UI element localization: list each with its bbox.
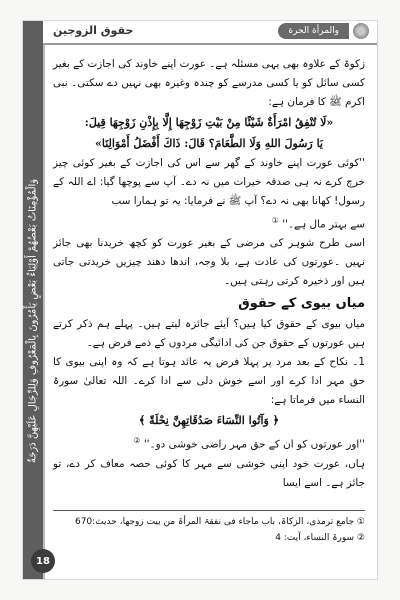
paragraph-1: زکوۃ کے علاوہ بھی یہی مسئلہ ہے۔ عورت اپنے خاوند کی اجازت کے بغیر کسی سائل کو یا کسی مدرسے کو چندہ وغیرہ بھی نہیں دے سکتی۔ نبی اکرم ﷺ کا فرمان ہے: [53, 58, 365, 108]
body-text [53, 55, 365, 493]
footnote-2: ② سورۃ النساء، آیت: 4 [275, 533, 365, 543]
ornament-icon [353, 23, 369, 39]
footnote-marker-2: ② [133, 436, 141, 446]
footnotes [53, 514, 365, 546]
paragraph-2-end-text: سے بہتر مال ہے۔'' [282, 218, 365, 231]
paragraph-2-end [53, 211, 365, 234]
paragraph-7: ہاں، عورت خود اپنی خوشی سے مہر کا کوئی حصہ معاف کر دے، تو جائز ہے۔ اسے ایسا [53, 457, 365, 489]
side-band [23, 21, 45, 579]
arabic-hadith-line-2: يَا رَسُولَ اللهِ وَلَا الطَّعَامَ؟ قَالَ: ذَاكَ أَفْضَلُ أَمْوَالِنَا» [95, 137, 323, 150]
footnote-divider [53, 510, 365, 511]
page-header [43, 21, 377, 45]
section-heading: میاں بیوی کے حقوق [238, 296, 365, 312]
quran-verse: ﴿ وَآتُوا النِّسَاءَ صَدُقَاتِهِنَّ نِحْلَةً ﴾ [138, 414, 280, 428]
paragraph-5: 1۔ نکاح کے بعد مرد پر پہلا فرض یہ عائد ہوتا ہے کہ وہ اپنی بیوی کا حق مہر ادا کرے اور اسے خوش دلی سے ادا کرے۔ اللہ تعالیٰ سورۃ النساء میں فرماتا ہے: [53, 356, 365, 407]
paragraph-2: ''کوئی عورت اپنے خاوند کے گھر سے اس کی اجازت کے بغیر کوئی چیز خرچ کرے نہ ہی صدقہ خیرات میں نہ دے۔ آپ سے پوچھا گیا: اے اللہ کے رسول! کھانا بھی نہ دے؟ آپ ﷺ نے فرمایا: یہ تو ہمارا سب [53, 157, 365, 207]
paragraph-6-text: ''اور عورتوں کو ان کے حق مہر راضی خوشی دو۔'' [143, 438, 365, 451]
chapter-tab: والمرأة الحرة [278, 23, 349, 39]
side-band-text: وَالْمُؤْمِنَاتُ بَعْضُهُمْ أَوْلِيَاءُ بَعْضٍ يَأْمُرُونَ بِالْمَعْرُوفِ وَلِلرِّجَالِ عَلَيْهِنَّ دَرَجَةٌ [27, 178, 39, 464]
page-title: حقوق الزوجين [53, 24, 134, 37]
footnote-marker-1: ① [271, 216, 279, 225]
arabic-hadith-line-1: «لَا تُنْفِقُ امْرَأَةٌ شَيْئًا مِنْ بَيْتِ زَوْجِهَا إِلَّا بِإِذْنِ زَوْجِهَا قِيلَ: [84, 116, 334, 129]
paragraph-4: میاں بیوی کے حقوق کیا ہیں؟ آیئے جائزہ لیتے ہیں۔ پہلے ہم ذکر کرتے ہیں عورتوں کے حقوق جن کی ادائیگی مردوں کے ذمے فرض ہے۔ [53, 318, 365, 350]
page-number: 18 [31, 549, 55, 573]
footnote-1: ① جامع ترمذی، الزکاۃ، باب ماجاء فی نفقۃ المرأۃ من بیت زوجھا، حدیث:670 [74, 517, 365, 527]
book-page [22, 20, 378, 580]
paragraph-6 [53, 431, 365, 454]
paragraph-3: اسی طرح شوہر کی مرضی کے بغیر عورت کو کچھ خریدنا بھی جائز نہیں ۔عورتوں کی عادت ہے، بلا وجہ، اندھا دھند چیزیں خریدتی جاتی ہیں اور ذخیرہ کرتی رہتی ہیں۔ [53, 237, 365, 288]
